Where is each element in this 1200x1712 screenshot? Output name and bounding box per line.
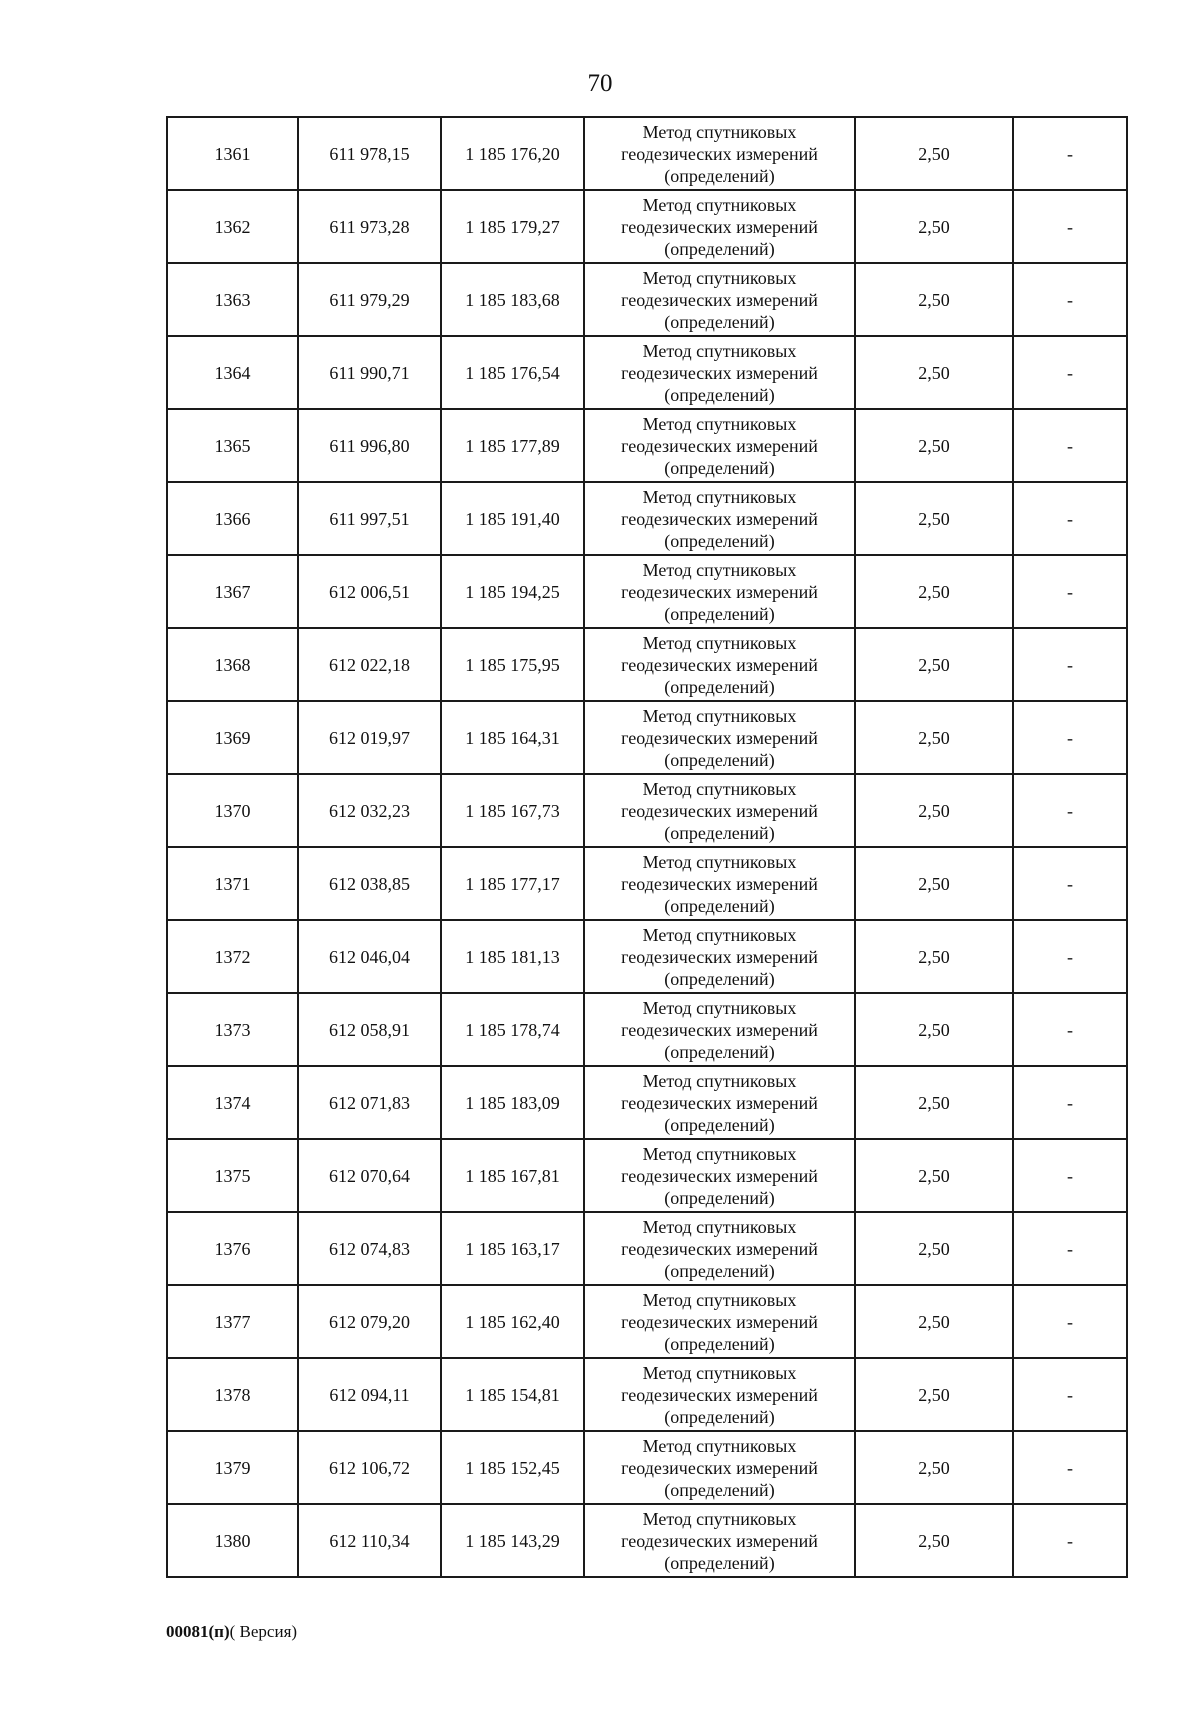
accuracy-cell: 2,50 bbox=[855, 409, 1013, 482]
accuracy-cell: 2,50 bbox=[855, 847, 1013, 920]
y-coordinate-cell: 1 185 162,40 bbox=[441, 1285, 584, 1358]
method-line: Метод спутниковых bbox=[642, 340, 797, 361]
method-line: геодезических измерений bbox=[621, 1311, 818, 1332]
method-line: (определений) bbox=[664, 311, 775, 332]
table-row bbox=[167, 1212, 1127, 1285]
method-line: геодезических измерений bbox=[621, 1238, 818, 1259]
accuracy-cell: 2,50 bbox=[855, 1212, 1013, 1285]
method-line: геодезических измерений bbox=[621, 654, 818, 675]
method-line: Метод спутниковых bbox=[642, 486, 797, 507]
accuracy-cell: 2,50 bbox=[855, 920, 1013, 993]
table-row bbox=[167, 1504, 1127, 1577]
table-row bbox=[167, 263, 1127, 336]
note-cell: - bbox=[1013, 1066, 1127, 1139]
method-cell bbox=[584, 920, 855, 993]
method-line: (определений) bbox=[664, 1333, 775, 1354]
method-line: геодезических измерений bbox=[621, 435, 818, 456]
method-line: Метод спутниковых bbox=[642, 778, 797, 799]
method-line: Метод спутниковых bbox=[642, 632, 797, 653]
method-cell bbox=[584, 847, 855, 920]
y-coordinate-cell: 1 185 167,81 bbox=[441, 1139, 584, 1212]
method-line: геодезических измерений bbox=[621, 289, 818, 310]
point-number-cell: 1370 bbox=[167, 774, 298, 847]
x-coordinate-cell: 612 071,83 bbox=[298, 1066, 441, 1139]
point-number-cell: 1366 bbox=[167, 482, 298, 555]
point-number-cell: 1364 bbox=[167, 336, 298, 409]
method-cell bbox=[584, 1212, 855, 1285]
x-coordinate-cell: 611 978,15 bbox=[298, 117, 441, 190]
accuracy-cell: 2,50 bbox=[855, 628, 1013, 701]
method-line: (определений) bbox=[664, 165, 775, 186]
note-cell: - bbox=[1013, 701, 1127, 774]
accuracy-cell: 2,50 bbox=[855, 190, 1013, 263]
method-line: (определений) bbox=[664, 1479, 775, 1500]
y-coordinate-cell: 1 185 154,81 bbox=[441, 1358, 584, 1431]
y-coordinate-cell: 1 185 183,09 bbox=[441, 1066, 584, 1139]
x-coordinate-cell: 611 996,80 bbox=[298, 409, 441, 482]
method-line: Метод спутниковых bbox=[642, 1216, 797, 1237]
note-cell: - bbox=[1013, 117, 1127, 190]
method-line: Метод спутниковых bbox=[642, 997, 797, 1018]
point-number-cell: 1367 bbox=[167, 555, 298, 628]
note-cell: - bbox=[1013, 628, 1127, 701]
method-line: (определений) bbox=[664, 1406, 775, 1427]
method-line: (определений) bbox=[664, 749, 775, 770]
coordinates-table bbox=[166, 116, 1128, 1578]
x-coordinate-cell: 612 106,72 bbox=[298, 1431, 441, 1504]
y-coordinate-cell: 1 185 179,27 bbox=[441, 190, 584, 263]
method-cell bbox=[584, 190, 855, 263]
note-cell: - bbox=[1013, 336, 1127, 409]
point-number-cell: 1379 bbox=[167, 1431, 298, 1504]
method-cell bbox=[584, 1285, 855, 1358]
method-line: геодезических измерений bbox=[621, 1092, 818, 1113]
method-cell bbox=[584, 263, 855, 336]
y-coordinate-cell: 1 185 183,68 bbox=[441, 263, 584, 336]
table-row bbox=[167, 555, 1127, 628]
method-line: Метод спутниковых bbox=[642, 1070, 797, 1091]
note-cell: - bbox=[1013, 993, 1127, 1066]
accuracy-cell: 2,50 bbox=[855, 701, 1013, 774]
table-row bbox=[167, 628, 1127, 701]
method-line: геодезических измерений bbox=[621, 508, 818, 529]
x-coordinate-cell: 612 070,64 bbox=[298, 1139, 441, 1212]
x-coordinate-cell: 612 058,91 bbox=[298, 993, 441, 1066]
note-cell: - bbox=[1013, 1358, 1127, 1431]
method-line: (определений) bbox=[664, 603, 775, 624]
note-cell: - bbox=[1013, 190, 1127, 263]
point-number-cell: 1369 bbox=[167, 701, 298, 774]
method-line: геодезических измерений bbox=[621, 362, 818, 383]
point-number-cell: 1361 bbox=[167, 117, 298, 190]
accuracy-cell: 2,50 bbox=[855, 1358, 1013, 1431]
footer-version: ( Версия) bbox=[229, 1622, 298, 1641]
method-cell bbox=[584, 482, 855, 555]
page-number: 70 bbox=[587, 70, 613, 97]
table-row bbox=[167, 409, 1127, 482]
y-coordinate-cell: 1 185 175,95 bbox=[441, 628, 584, 701]
note-cell: - bbox=[1013, 1504, 1127, 1577]
method-line: геодезических измерений bbox=[621, 873, 818, 894]
point-number-cell: 1368 bbox=[167, 628, 298, 701]
method-line: (определений) bbox=[664, 1260, 775, 1281]
y-coordinate-cell: 1 185 177,89 bbox=[441, 409, 584, 482]
accuracy-cell: 2,50 bbox=[855, 555, 1013, 628]
point-number-cell: 1374 bbox=[167, 1066, 298, 1139]
x-coordinate-cell: 612 074,83 bbox=[298, 1212, 441, 1285]
method-line: (определений) bbox=[664, 530, 775, 551]
method-line: (определений) bbox=[664, 1114, 775, 1135]
method-line: (определений) bbox=[664, 1041, 775, 1062]
method-line: Метод спутниковых bbox=[642, 1143, 797, 1164]
method-line: (определений) bbox=[664, 457, 775, 478]
note-cell: - bbox=[1013, 482, 1127, 555]
note-cell: - bbox=[1013, 1139, 1127, 1212]
document-footer bbox=[166, 1622, 297, 1642]
method-line: (определений) bbox=[664, 895, 775, 916]
point-number-cell: 1380 bbox=[167, 1504, 298, 1577]
method-line: (определений) bbox=[664, 968, 775, 989]
x-coordinate-cell: 612 038,85 bbox=[298, 847, 441, 920]
method-line: геодезических измерений bbox=[621, 216, 818, 237]
point-number-cell: 1372 bbox=[167, 920, 298, 993]
method-line: Метод спутниковых bbox=[642, 1435, 797, 1456]
method-cell bbox=[584, 701, 855, 774]
y-coordinate-cell: 1 185 178,74 bbox=[441, 993, 584, 1066]
method-line: геодезических измерений bbox=[621, 727, 818, 748]
method-cell bbox=[584, 117, 855, 190]
method-cell bbox=[584, 1431, 855, 1504]
point-number-cell: 1362 bbox=[167, 190, 298, 263]
method-cell bbox=[584, 1504, 855, 1577]
y-coordinate-cell: 1 185 167,73 bbox=[441, 774, 584, 847]
method-line: Метод спутниковых bbox=[642, 705, 797, 726]
method-cell bbox=[584, 774, 855, 847]
note-cell: - bbox=[1013, 263, 1127, 336]
x-coordinate-cell: 612 022,18 bbox=[298, 628, 441, 701]
method-line: геодезических измерений bbox=[621, 1165, 818, 1186]
method-cell bbox=[584, 993, 855, 1066]
method-cell bbox=[584, 1358, 855, 1431]
method-line: геодезических измерений bbox=[621, 800, 818, 821]
method-cell bbox=[584, 555, 855, 628]
method-line: Метод спутниковых bbox=[642, 559, 797, 580]
table-row bbox=[167, 336, 1127, 409]
accuracy-cell: 2,50 bbox=[855, 993, 1013, 1066]
table-row bbox=[167, 1431, 1127, 1504]
y-coordinate-cell: 1 185 152,45 bbox=[441, 1431, 584, 1504]
method-line: Метод спутниковых bbox=[642, 924, 797, 945]
table-row bbox=[167, 117, 1127, 190]
y-coordinate-cell: 1 185 164,31 bbox=[441, 701, 584, 774]
table-row bbox=[167, 701, 1127, 774]
point-number-cell: 1377 bbox=[167, 1285, 298, 1358]
method-line: (определений) bbox=[664, 384, 775, 405]
method-line: Метод спутниковых bbox=[642, 413, 797, 434]
table-row bbox=[167, 482, 1127, 555]
note-cell: - bbox=[1013, 555, 1127, 628]
x-coordinate-cell: 611 997,51 bbox=[298, 482, 441, 555]
method-line: геодезических измерений bbox=[621, 581, 818, 602]
y-coordinate-cell: 1 185 176,20 bbox=[441, 117, 584, 190]
method-line: (определений) bbox=[664, 238, 775, 259]
point-number-cell: 1373 bbox=[167, 993, 298, 1066]
accuracy-cell: 2,50 bbox=[855, 263, 1013, 336]
table-row bbox=[167, 847, 1127, 920]
point-number-cell: 1371 bbox=[167, 847, 298, 920]
method-line: Метод спутниковых bbox=[642, 1289, 797, 1310]
method-line: (определений) bbox=[664, 1187, 775, 1208]
y-coordinate-cell: 1 185 194,25 bbox=[441, 555, 584, 628]
point-number-cell: 1378 bbox=[167, 1358, 298, 1431]
accuracy-cell: 2,50 bbox=[855, 117, 1013, 190]
method-line: Метод спутниковых bbox=[642, 121, 797, 142]
point-number-cell: 1375 bbox=[167, 1139, 298, 1212]
table-row bbox=[167, 1285, 1127, 1358]
y-coordinate-cell: 1 185 163,17 bbox=[441, 1212, 584, 1285]
x-coordinate-cell: 612 019,97 bbox=[298, 701, 441, 774]
table-row bbox=[167, 1066, 1127, 1139]
accuracy-cell: 2,50 bbox=[855, 1431, 1013, 1504]
table-row bbox=[167, 993, 1127, 1066]
note-cell: - bbox=[1013, 847, 1127, 920]
method-line: Метод спутниковых bbox=[642, 267, 797, 288]
method-line: геодезических измерений bbox=[621, 1457, 818, 1478]
x-coordinate-cell: 612 079,20 bbox=[298, 1285, 441, 1358]
method-cell bbox=[584, 628, 855, 701]
table-row bbox=[167, 1358, 1127, 1431]
method-line: геодезических измерений bbox=[621, 143, 818, 164]
method-line: геодезических измерений bbox=[621, 946, 818, 967]
y-coordinate-cell: 1 185 143,29 bbox=[441, 1504, 584, 1577]
x-coordinate-cell: 612 032,23 bbox=[298, 774, 441, 847]
note-cell: - bbox=[1013, 1285, 1127, 1358]
note-cell: - bbox=[1013, 774, 1127, 847]
method-line: (определений) bbox=[664, 676, 775, 697]
table-row bbox=[167, 1139, 1127, 1212]
x-coordinate-cell: 611 979,29 bbox=[298, 263, 441, 336]
method-line: Метод спутниковых bbox=[642, 194, 797, 215]
note-cell: - bbox=[1013, 1212, 1127, 1285]
note-cell: - bbox=[1013, 920, 1127, 993]
method-line: Метод спутниковых bbox=[642, 851, 797, 872]
x-coordinate-cell: 611 973,28 bbox=[298, 190, 441, 263]
y-coordinate-cell: 1 185 191,40 bbox=[441, 482, 584, 555]
method-line: (определений) bbox=[664, 1552, 775, 1573]
x-coordinate-cell: 612 046,04 bbox=[298, 920, 441, 993]
accuracy-cell: 2,50 bbox=[855, 1066, 1013, 1139]
x-coordinate-cell: 612 094,11 bbox=[298, 1358, 441, 1431]
x-coordinate-cell: 612 110,34 bbox=[298, 1504, 441, 1577]
accuracy-cell: 2,50 bbox=[855, 1504, 1013, 1577]
x-coordinate-cell: 611 990,71 bbox=[298, 336, 441, 409]
method-line: Метод спутниковых bbox=[642, 1362, 797, 1383]
table-row bbox=[167, 190, 1127, 263]
method-line: геодезических измерений bbox=[621, 1019, 818, 1040]
method-line: Метод спутниковых bbox=[642, 1508, 797, 1529]
method-line: геодезических измерений bbox=[621, 1384, 818, 1405]
method-cell bbox=[584, 1066, 855, 1139]
x-coordinate-cell: 612 006,51 bbox=[298, 555, 441, 628]
accuracy-cell: 2,50 bbox=[855, 482, 1013, 555]
table-body bbox=[167, 117, 1127, 1577]
point-number-cell: 1376 bbox=[167, 1212, 298, 1285]
method-line: геодезических измерений bbox=[621, 1530, 818, 1551]
y-coordinate-cell: 1 185 177,17 bbox=[441, 847, 584, 920]
accuracy-cell: 2,50 bbox=[855, 1139, 1013, 1212]
y-coordinate-cell: 1 185 181,13 bbox=[441, 920, 584, 993]
accuracy-cell: 2,50 bbox=[855, 774, 1013, 847]
accuracy-cell: 2,50 bbox=[855, 1285, 1013, 1358]
note-cell: - bbox=[1013, 409, 1127, 482]
footer-code: 00081(п) bbox=[166, 1622, 230, 1641]
note-cell: - bbox=[1013, 1431, 1127, 1504]
method-line: (определений) bbox=[664, 822, 775, 843]
table-row bbox=[167, 774, 1127, 847]
point-number-cell: 1363 bbox=[167, 263, 298, 336]
method-cell bbox=[584, 336, 855, 409]
table-row bbox=[167, 920, 1127, 993]
y-coordinate-cell: 1 185 176,54 bbox=[441, 336, 584, 409]
method-cell bbox=[584, 1139, 855, 1212]
accuracy-cell: 2,50 bbox=[855, 336, 1013, 409]
method-cell bbox=[584, 409, 855, 482]
point-number-cell: 1365 bbox=[167, 409, 298, 482]
